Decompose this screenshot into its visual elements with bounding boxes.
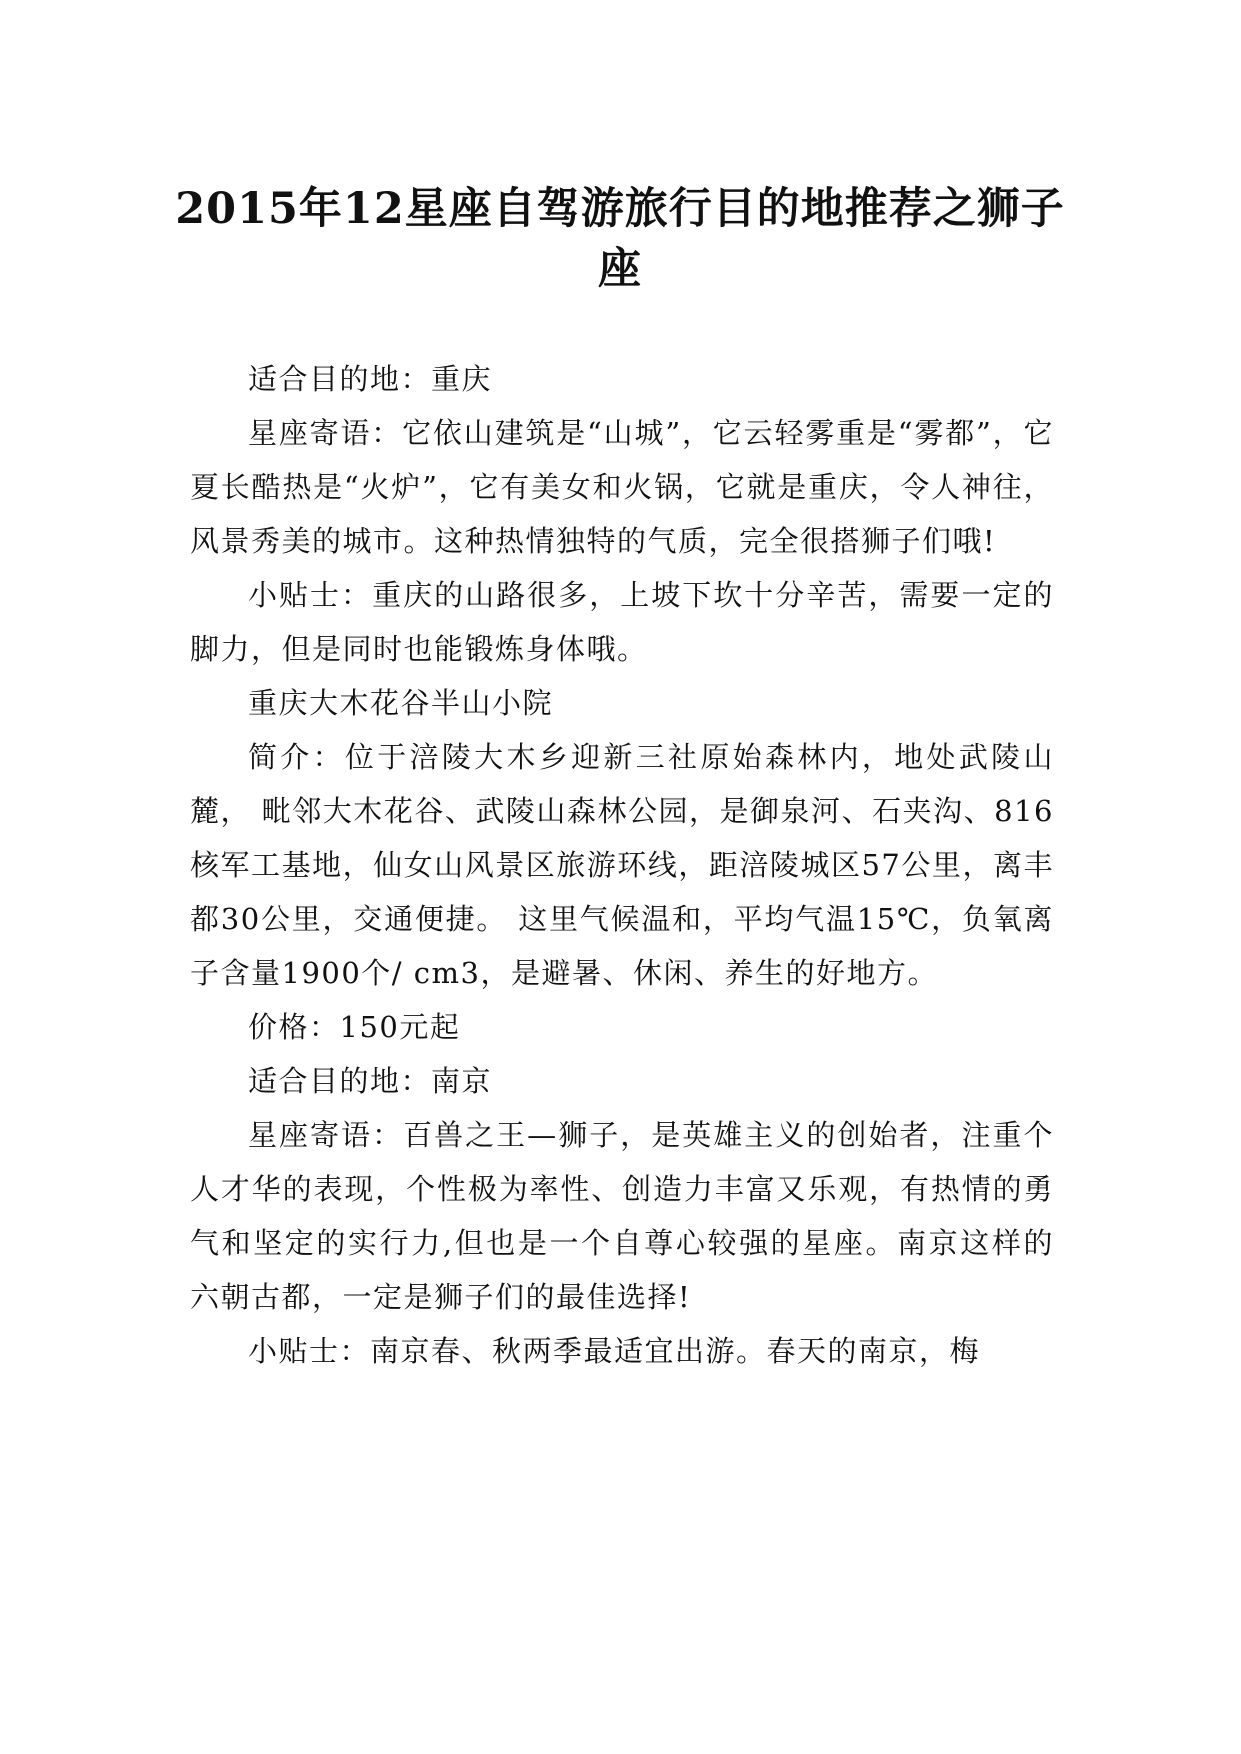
paragraph-message-nanjing: 星座寄语：百兽之王—狮子，是英雄主义的创始者，注重个人才华的表现，个性极为率性、创造力丰富又乐观，有热情的勇气和坚定的实行力,但也是一个自尊心较强的星座。南京这样的六朝古都，一定是狮子们的最佳选择! (190, 1118, 1054, 1314)
paragraph-destination-nanjing: 适合目的地：南京 (248, 1064, 493, 1098)
paragraph-price: 价格：150元起 (248, 1010, 461, 1044)
paragraph-venue-name: 重庆大木花谷半山小院 (248, 686, 554, 720)
document-title: 2015年12星座自驾游旅行目的地推荐之狮子座 (175, 183, 1065, 294)
paragraph-tip-nanjing: 小贴士：南京春、秋两季最适宜出游。春天的南京，梅 (248, 1334, 981, 1368)
paragraph-message-chongqing: 星座寄语：它依山建筑是“山城”，它云轻雾重是“雾都”，它夏长酷热是“火炉”，它有美女和火锅，它就是重庆，令人神往，风景秀美的城市。这种热情独特的气质，完全很搭狮子们哦! (190, 416, 1054, 558)
paragraph-tip-chongqing: 小贴士：重庆的山路很多，上坡下坎十分辛苦，需要一定的脚力，但是同时也能锻炼身体哦。 (190, 578, 1054, 666)
paragraph-destination-chongqing: 适合目的地：重庆 (248, 362, 493, 396)
paragraph-venue-intro: 简介：位于涪陵大木乡迎新三社原始森林内，地处武陵山麓， 毗邻大木花谷、武陵山森林公园，是御泉河、石夹沟、816核军工基地，仙女山风景区旅游环线，距涪陵城区57公里，离丰都30公里，交通便捷。 这里气候温和，平均气温15℃，负氧离子含量1900个/ cm3，是避暑、休闲、养生的好地方。 (190, 740, 1054, 990)
document-body (190, 352, 1054, 1378)
